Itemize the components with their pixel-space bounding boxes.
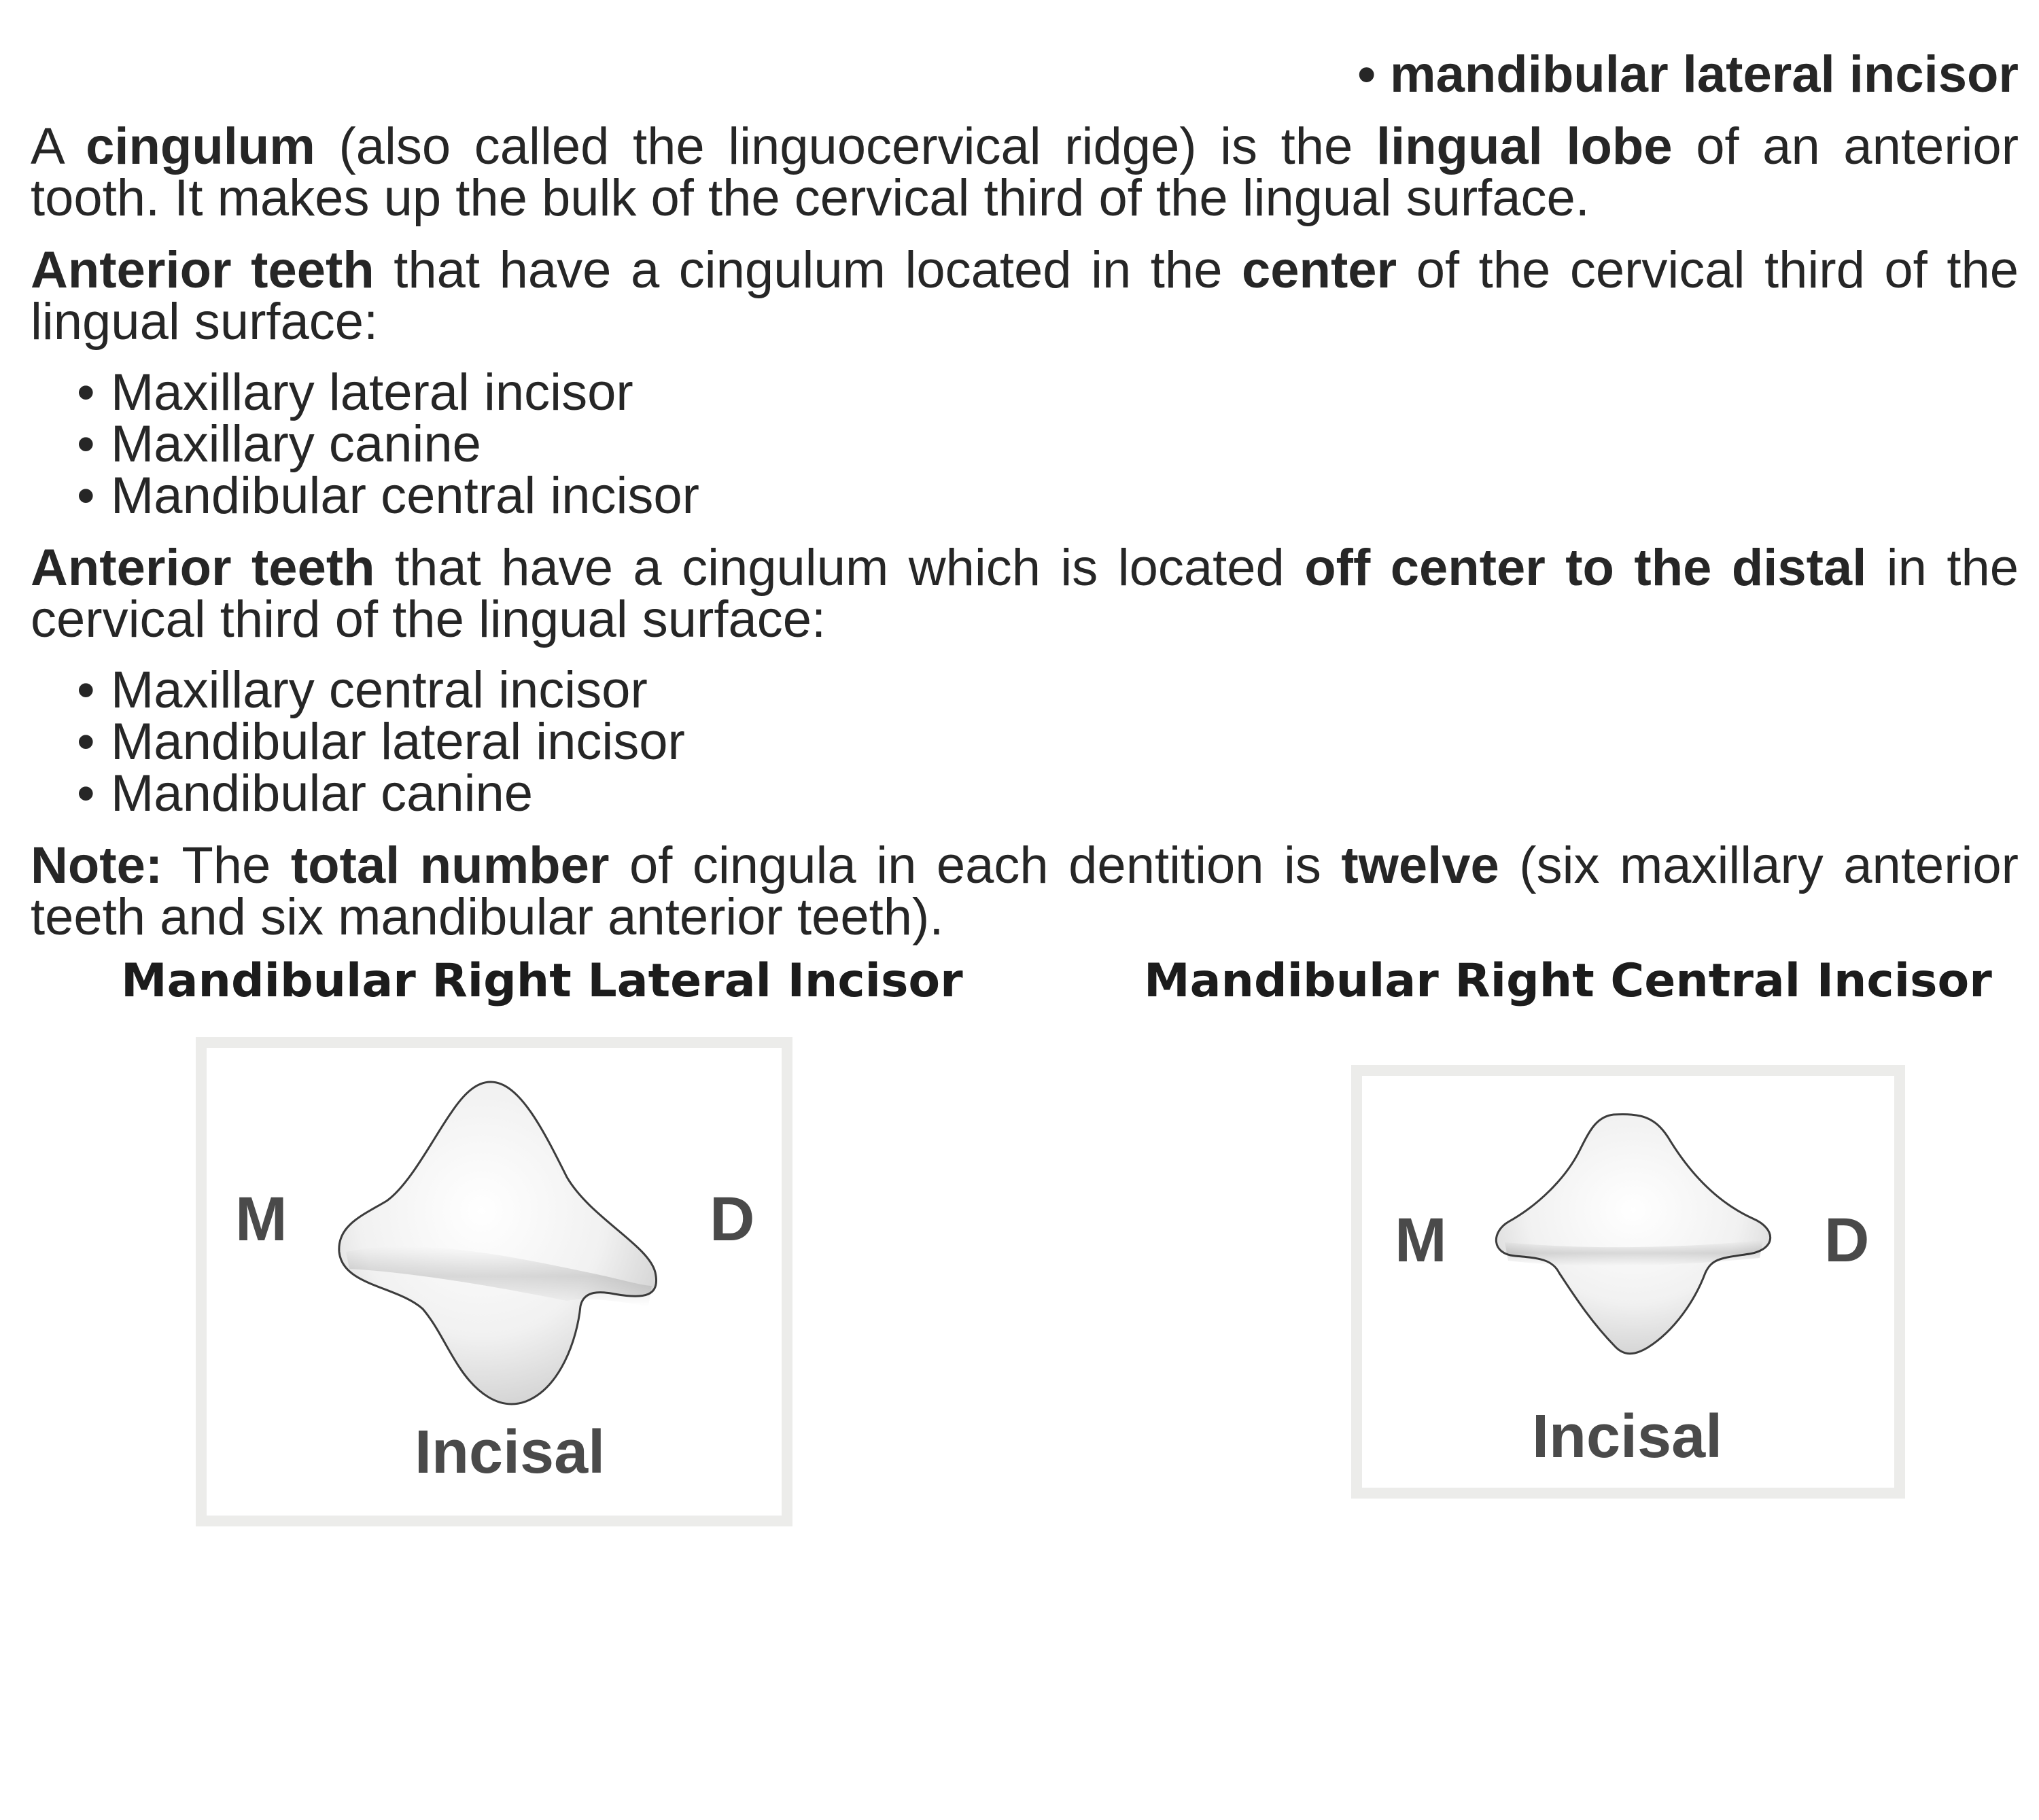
right-distal-label: D: [1824, 1206, 1870, 1275]
bold-text: twelve: [1341, 837, 1499, 894]
list-item-text: Mandibular lateral incisor: [111, 713, 685, 771]
right-mesial-label: M: [1395, 1206, 1447, 1275]
bullet-icon: •: [77, 415, 95, 473]
bold-text: cingulum: [86, 118, 315, 175]
left-mesial-label: M: [235, 1185, 287, 1254]
text-run: (six maxillary anterior teeth and six mandibular anterior teeth).: [31, 837, 2019, 946]
text-run: of an anterior tooth. It makes up the bulk of the cervical third of the lingual surface.: [31, 118, 2019, 227]
list-item: [77, 415, 699, 473]
bullet-icon: •: [77, 765, 95, 822]
list-item: [77, 364, 699, 421]
tooth-outline: [1496, 1115, 1770, 1354]
text-run: that have a cingulum located in the: [374, 241, 1242, 299]
list-item-text: Mandibular central incisor: [111, 467, 699, 525]
tooth-outline: [339, 1082, 657, 1404]
right-figure-box: [1351, 1065, 1905, 1499]
bold-text: center: [1242, 241, 1397, 299]
cingulum-definition-paragraph: [31, 118, 2019, 227]
note-paragraph: [31, 837, 2019, 946]
list-item: [77, 713, 685, 771]
distal-cingulum-list: [77, 661, 685, 822]
left-figure-box: [196, 1037, 792, 1526]
distal-cingulum-paragraph: [31, 539, 2019, 648]
right-incisal-label: Incisal: [1532, 1403, 1723, 1471]
bold-text: Anterior teeth: [31, 241, 374, 299]
bold-text: lingual lobe: [1376, 118, 1673, 175]
text-run: that have a cingulum which is located: [374, 539, 1305, 597]
text-run: in the cervical third of the lingual surface:: [31, 539, 2019, 648]
bold-text: Note:: [31, 837, 163, 894]
list-item: [77, 765, 685, 822]
right-figure-title: Mandibular Right Central Incisor: [1144, 954, 1992, 1008]
list-item-text: Mandibular canine: [111, 765, 534, 822]
list-item-text: Maxillary canine: [111, 415, 481, 473]
bullet-icon: •: [77, 713, 95, 771]
list-item: [77, 467, 699, 525]
center-cingulum-list: [77, 364, 699, 525]
text-run: of the cervical third of the lingual surface:: [31, 241, 2019, 351]
left-incisal-label: Incisal: [415, 1418, 606, 1486]
center-cingulum-paragraph: [31, 241, 2019, 351]
bullet-icon: •: [77, 661, 95, 719]
text-run: (also called the linguocervical ridge) is the: [315, 118, 1376, 175]
bullet-icon: •: [77, 364, 95, 421]
bold-text: off center to the distal: [1304, 539, 1867, 597]
left-distal-label: D: [710, 1185, 755, 1254]
top-bullet-item: • mandibular lateral incisor: [1357, 46, 2019, 103]
bullet-icon: •: [77, 467, 95, 525]
text-run: A: [31, 118, 86, 175]
text-run: The: [162, 837, 291, 894]
list-item: [77, 661, 685, 719]
list-item-text: Maxillary central incisor: [111, 661, 648, 719]
bold-text: Anterior teeth: [31, 539, 375, 597]
left-figure-title: Mandibular Right Lateral Incisor: [121, 954, 963, 1008]
bold-text: total number: [290, 837, 610, 894]
text-run: of cingula in each dentition is: [609, 837, 1342, 894]
list-item-text: Maxillary lateral incisor: [111, 364, 633, 421]
